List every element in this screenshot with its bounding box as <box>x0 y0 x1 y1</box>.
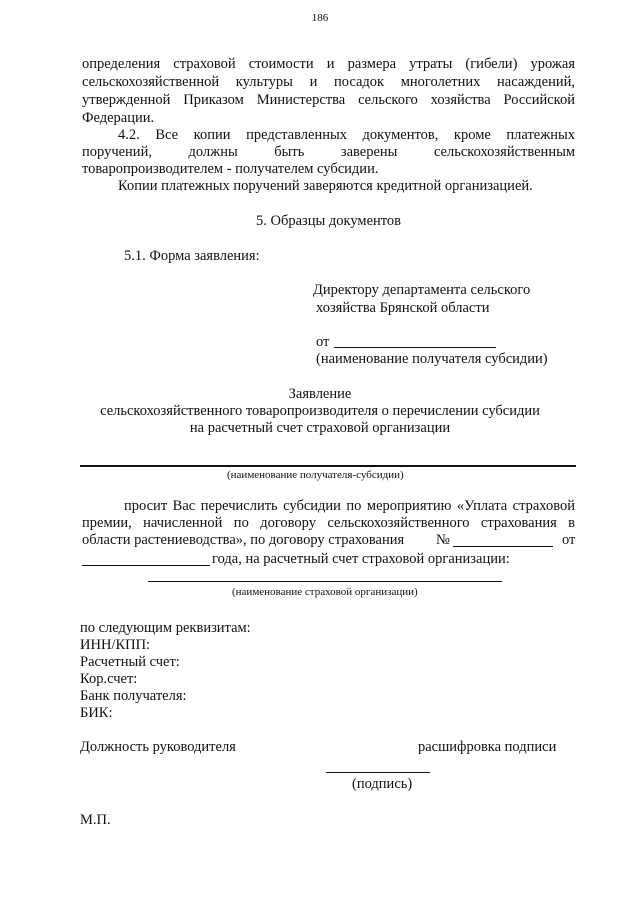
bank-label: Банк получателя: <box>80 688 187 704</box>
contract-date-label: от <box>562 532 576 548</box>
recipient-blank-line <box>80 465 576 467</box>
section-4-2-line: поручений, должны быть заверены сельскохозяйственным <box>82 144 575 160</box>
from-label: от <box>316 334 330 350</box>
insurer-caption: (наименование страховой организации) <box>232 586 418 598</box>
request-line: года, на расчетный счет страховой организации: <box>212 551 510 567</box>
request-line: области растениеводства», по договору страхования <box>82 532 405 548</box>
signature-blank-line <box>326 772 430 773</box>
addressee-line: хозяйства Брянской области <box>316 300 490 316</box>
signature-decoding-label: расшифровка подписи <box>418 739 557 755</box>
contract-number-label: № <box>436 532 450 548</box>
insurer-blank-line <box>148 581 502 582</box>
account-label: Расчетный счет: <box>80 654 180 670</box>
request-line: просит Вас перечислить субсидии по мероприятию «Уплата страховой <box>124 498 575 514</box>
intro-line: сельскохозяйственной культуры и посадок многолетних насаждений, <box>82 74 575 90</box>
inn-kpp-label: ИНН/КПП: <box>80 637 151 653</box>
application-title-line: Заявление <box>288 386 352 402</box>
section-5-1-label: 5.1. Форма заявления: <box>124 248 260 264</box>
section-5-title: 5. Образцы документов <box>256 213 402 229</box>
corr-account-label: Кор.счет: <box>80 671 138 687</box>
addressee-line: Директору департамента сельского <box>313 282 531 298</box>
section-4-2-line: 4.2. Все копии представленных документов, кроме платежных <box>118 127 575 143</box>
contract-number-blank <box>453 546 553 547</box>
section-4-2-line: товаропроизводителем - получателем субсидии. <box>82 161 379 177</box>
request-line: премии, начисленной по договору сельскохозяйственного страхования в <box>82 515 575 531</box>
copies-note: Копии платежных поручений заверяются кредитной организацией. <box>118 178 533 194</box>
intro-line: определения страховой стоимости и размера утраты (гибели) урожая <box>82 56 575 72</box>
position-label: Должность руководителя <box>80 739 236 755</box>
bik-label: БИК: <box>80 705 113 721</box>
application-title-line: на расчетный счет страховой организации <box>189 420 451 436</box>
recipient-caption: (наименование получателя-субсидии) <box>227 469 404 481</box>
page-number: 186 <box>311 12 329 24</box>
contract-date-blank <box>82 565 210 566</box>
from-caption: (наименование получателя субсидии) <box>316 351 548 367</box>
intro-line: утвержденной Приказом Министерства сельского хозяйства Российской <box>82 92 575 108</box>
stamp-label: М.П. <box>80 812 111 828</box>
intro-line: Федерации. <box>82 110 155 126</box>
requisites-intro: по следующим реквизитам: <box>80 620 251 636</box>
from-blank-line <box>334 347 496 348</box>
signature-caption: (подпись) <box>352 776 413 792</box>
application-title-line: сельскохозяйственного товаропроизводителя о перечислении субсидии <box>100 403 540 419</box>
